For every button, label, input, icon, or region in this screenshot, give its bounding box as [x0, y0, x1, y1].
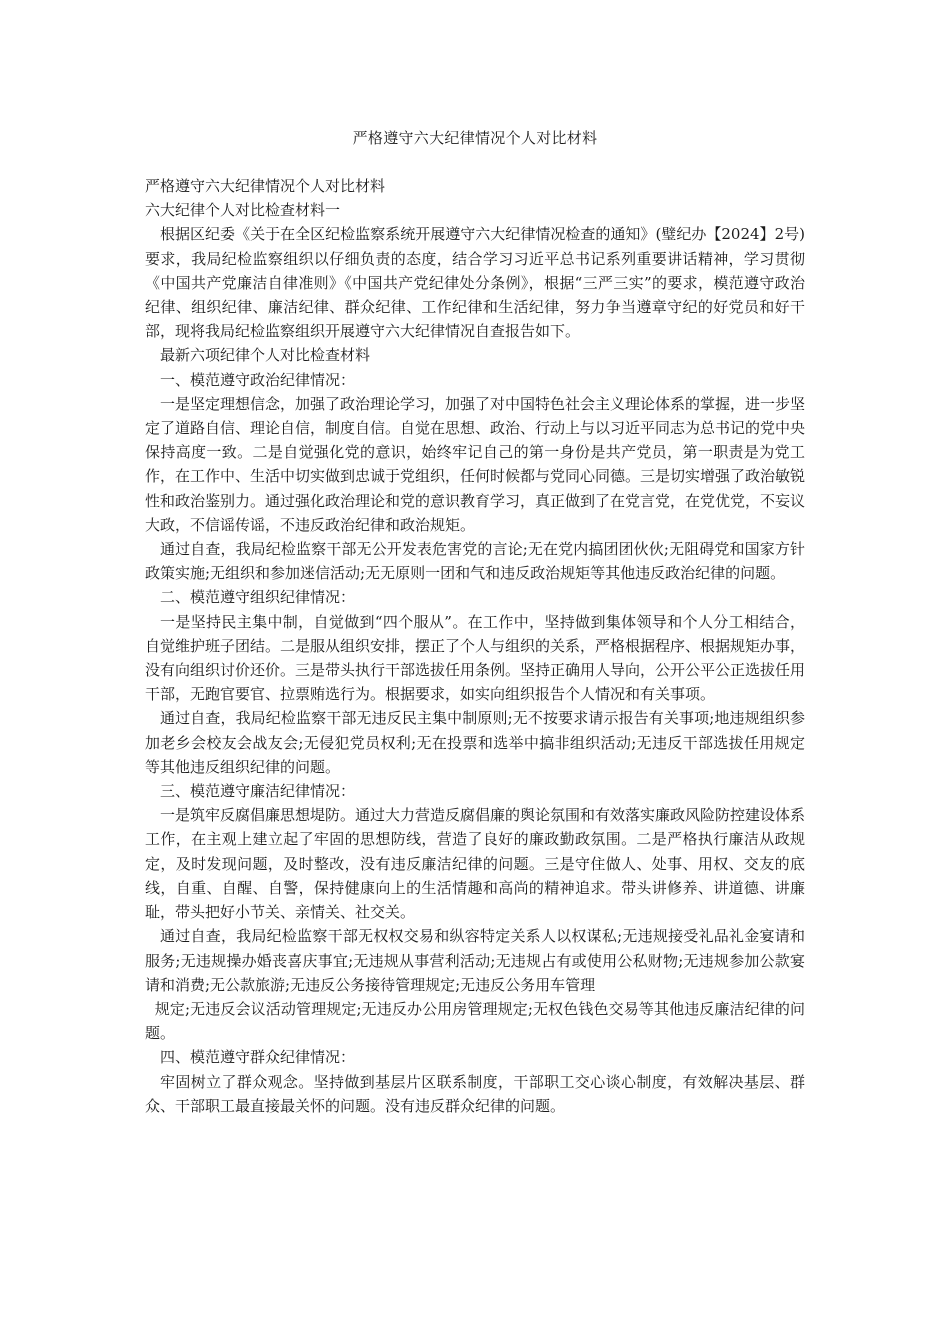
section-heading: 四、模范遵守群众纪律情况：	[160, 1048, 356, 1067]
paragraph: 通过自查，我局纪检监察干部无公开发表危害党的言论;无在党内搞团团伙伙;无阻碍党和国家方针政策实施;无组织和参加迷信活动;无无原则一团和气和违反政治规矩等其他违反政治纪律的问题。	[145, 540, 805, 583]
section-heading: 一、模范遵守政治纪律情况：	[160, 370, 356, 389]
paragraph: 牢固树立了群众观念。坚持做到基层片区联系制度，干部职工交心谈心制度，有效解决基层、群众、干部职工最直接最关怀的问题。没有违反群众纪律的问题。	[145, 1072, 805, 1115]
paragraph: 一是筑牢反腐倡廉思想堤防。通过大力营造反腐倡廉的舆论氛围和有效落实廉政风险防控建设体系工作，在主观上建立起了牢固的思想防线，营造了良好的廉政勤政氛围。二是严格执行廉洁从政规定，及时发现问题，及时整改，没有违反廉洁纪律的问题。三是守住做人、处事、用权、交友的底线，自重、自醒、自警，保持健康向上的生活情趣和高尚的精神追求。带头讲修养、讲道德、讲廉耻，带头把好小节关、亲情关、社交关。	[145, 806, 806, 922]
paragraph: 六大纪律个人对比检查材料一	[145, 201, 341, 220]
paragraph: 规定;无违反会议活动管理规定;无违反办公用房管理规定;无权色钱色交易等其他违反廉洁纪律的问题。	[145, 999, 805, 1043]
paragraph: 通过自查，我局纪检监察干部无权权交易和纵容特定关系人以权谋私;无违规接受礼品礼金宴请和服务;无违规操办婚丧喜庆事宜;无违规从事营利活动;无违规占有或使用公私财物;无违规参加公款宴请和消费;无公款旅游;无违反公务接待管理规定;无违反公务用车管理	[145, 927, 805, 994]
paragraph: 严格遵守六大纪律情况个人对比材料	[145, 177, 386, 195]
section-heading: 三、模范遵守廉洁纪律情况：	[160, 782, 356, 801]
paragraph: 一是坚持民主集中制，自觉做到“四个服从”。在工作中，坚持做到集体领导和个人分工相结合，自觉维护班子团结。二是服从组织安排，摆正了个人与组织的关系，严格根据程序、根据规矩办事，没有向组织讨价还价。三是带头执行干部选拔任用条例。坚持正确用人导向，公开公平公正选拔任用干部，无跑官要官、拉票贿选行为。根据要求，如实向组织报告个人情况和有关事项。	[145, 612, 806, 704]
paragraph: 根据区纪委《关于在全区纪检监察系统开展遵守六大纪律情况检查的通知》(璧纪办【2024】2号)要求，我局纪检监察组织以仔细负责的态度，结合学习习近平总书记系列重要讲话精神，学习贯彻《中国共产党廉洁自律准则》《中国共产党纪律处分条例》，根据“三严三实”的要求，模范遵守政治纪律、组织纪律、廉洁纪律、群众纪律、工作纪律和生活纪律，努力争当遵章守纪的好党员和好干部，现将我局纪检监察组织开展遵守六大纪律情况自查报告如下。	[145, 225, 805, 341]
paragraph: 一是坚定理想信念，加强了政治理论学习，加强了对中国特色社会主义理论体系的掌握，进一步坚定了道路自信、理论自信，制度自信。自觉在思想、政治、行动上与以习近平同志为总书记的党中央保持高度一致。二是自觉强化党的意识，始终牢记自己的第一身份是共产党员，第一职责是为党工作，在工作中、生活中切实做到忠诚于党组织，任何时候都与党同心同德。三是切实增强了政治敏锐性和政治鉴别力。通过强化政治理论和党的意识教育学习，真正做到了在党言党，在党优党，不妄议大政，不信谣传谣，不违反政治纪律和政治规矩。	[145, 394, 806, 534]
document-title: 严格遵守六大纪律情况个人对比材料	[352, 129, 598, 147]
paragraph: 通过自查，我局纪检监察干部无违反民主集中制原则;无不按要求请示报告有关事项;地违规组织参加老乡会校友会战友会;无侵犯党员权利;无在投票和选举中搞非组织活动;无违反干部选拔任用规定等其他违反组织纪律的问题。	[145, 709, 805, 776]
document-body	[145, 174, 805, 1118]
section-heading: 二、模范遵守组织纪律情况：	[160, 588, 356, 607]
paragraph: 最新六项纪律个人对比检查材料	[160, 346, 371, 365]
